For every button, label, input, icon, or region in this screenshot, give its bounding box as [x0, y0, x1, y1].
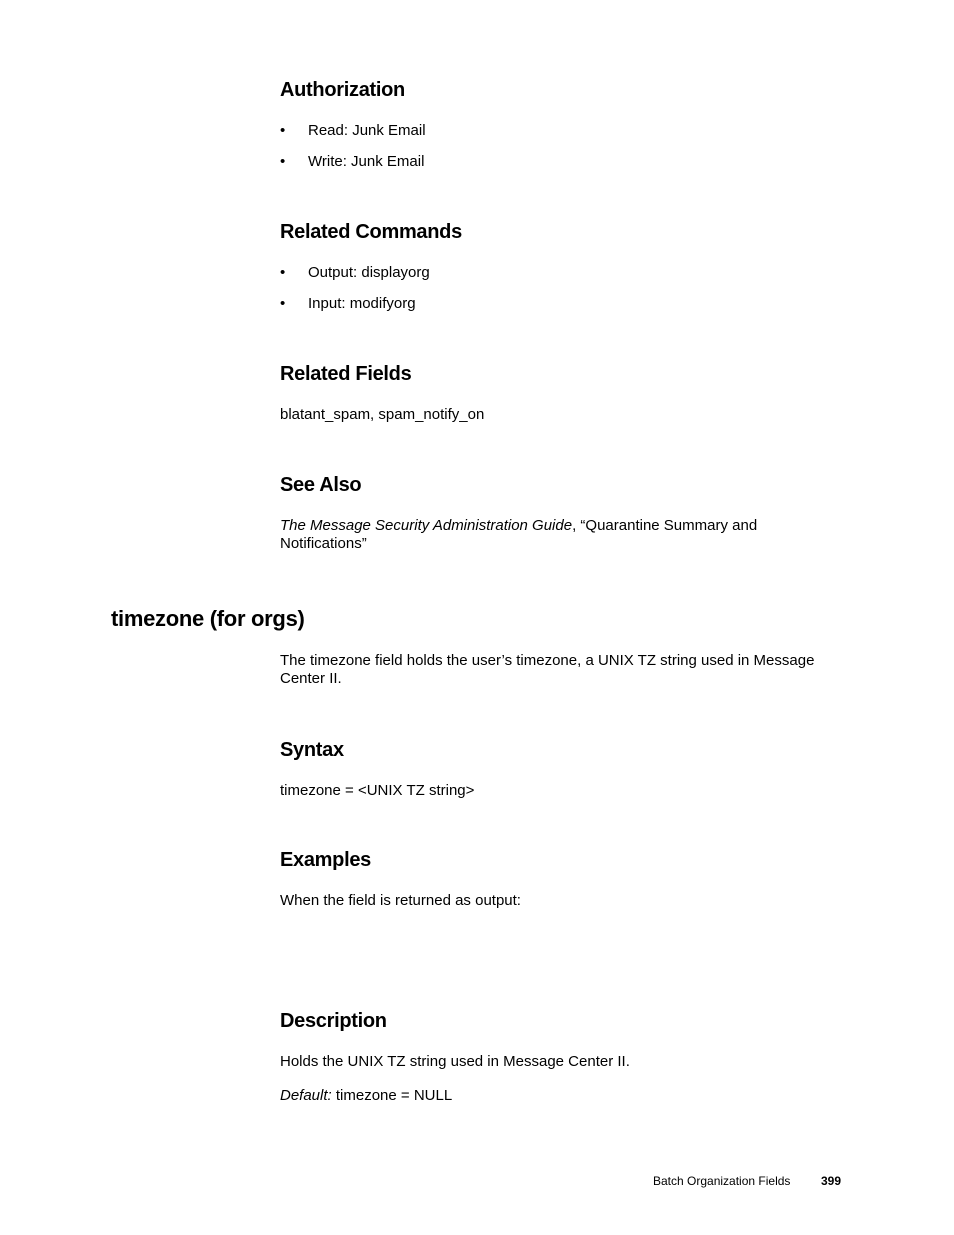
default-value: timezone = NULL: [331, 1087, 453, 1104]
authorization-heading: Authorization: [280, 79, 405, 101]
page-number: 399: [821, 1174, 842, 1188]
related-fields-text: blatant_spam, spam_notify_on: [280, 406, 485, 423]
list-item-text: Output: displayorg: [308, 264, 430, 281]
see-also-text: [280, 517, 840, 553]
timezone-intro-line1: The timezone field holds the user’s timezone, a UNIX TZ string used in Message: [280, 652, 815, 669]
timezone-heading: timezone (for orgs): [111, 606, 305, 631]
bullet-icon: •: [280, 122, 286, 139]
default-value-text: [280, 1087, 452, 1105]
examples-heading: Examples: [280, 849, 371, 871]
timezone-intro-line2: Center II.: [280, 670, 342, 687]
bullet-icon: •: [280, 153, 286, 170]
examples-text: When the field is returned as output:: [280, 892, 521, 909]
bullet-icon: •: [280, 264, 286, 281]
syntax-text: timezone = <UNIX TZ string>: [280, 782, 475, 799]
related-commands-heading: Related Commands: [280, 221, 462, 243]
default-label: Default:: [280, 1087, 332, 1104]
bullet-icon: •: [280, 295, 286, 312]
guide-title: The Message Security Administration Guide: [280, 517, 573, 534]
syntax-heading: Syntax: [280, 739, 344, 761]
list-item-text: Write: Junk Email: [308, 153, 425, 170]
see-also-rest-line2: Notifications”: [280, 535, 367, 552]
related-fields-heading: Related Fields: [280, 363, 412, 385]
list-item-text: Input: modifyorg: [308, 295, 416, 312]
footer-section-title: Batch Organization Fields: [653, 1174, 791, 1188]
timezone-intro: [280, 652, 860, 688]
description-heading: Description: [280, 1010, 387, 1032]
list-item-text: Read: Junk Email: [308, 122, 426, 139]
description-text: Holds the UNIX TZ string used in Message Center II.: [280, 1053, 630, 1070]
see-also-rest: , “Quarantine Summary and: [572, 517, 758, 534]
see-also-heading: See Also: [280, 474, 362, 496]
